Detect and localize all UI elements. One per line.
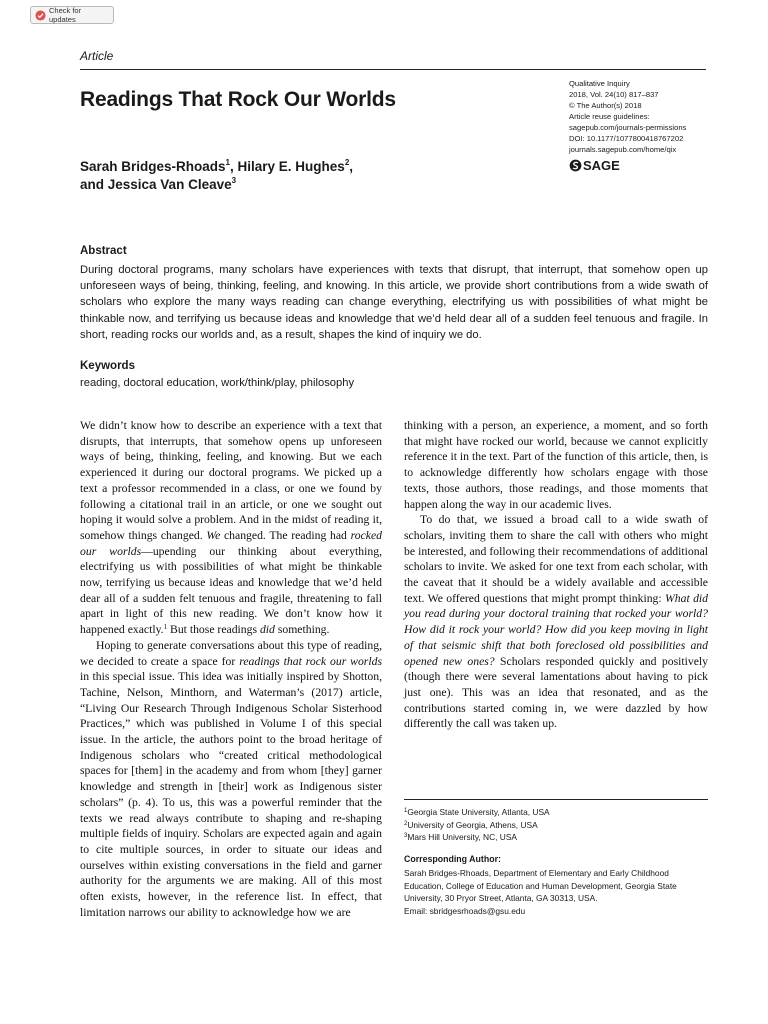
journal-doi[interactable]: DOI: 10.1177/1077800418767202 — [569, 134, 684, 143]
abstract-text: During doctoral programs, many scholars have experiences with texts that disrupt, that interrupt, that somehow open up unforeseen ways of being, thinking, feeling, and knowing. In this article, we provide short contributions from a wide swath of scholars who explore the many ways reading can change everything, electrifying us with possibilities of what might be thinkable now, and terrifying us because ideas and knowledge that we’d held dear all of a sudden feel tenuous and fragile. In short, reading rocks our worlds and, as a result, shapes the kind of inquiry we do. — [80, 264, 708, 341]
keywords-heading: Keywords — [80, 360, 135, 372]
p3-run-1: What did you read during your doctoral training that rocked your world? How did it rock your world? How did you keep moving in light of that seismic shift that both foreclosed old possibilities and opened new ones? — [404, 591, 709, 668]
sage-wordmark: SAGE — [583, 158, 620, 173]
p1-run-2: changed. The reading had — [220, 528, 351, 542]
journal-permissions-link[interactable]: sagepub.com/journals-permissions — [569, 123, 687, 132]
p2-run-2: in this special issue. This idea was initially inspired by Shotton, Tachine, Nelson, Minthorn, and Waterman’s (2017) article, “Living Our Research Through Indigenous Scholar Sisterhood Practices,” which was published in Volume I of this special issue. In the article, the authors point to the broad heritage of Indigenous scholars who “created critical methodological spaces for [them] in the academy and from whom [they] garner knowledge and strength in [their] work as Indigenous sister scholars” (p. 4). To us, this was a powerful reminder that the texts we read always contribute to shaping and re-shaping multiple fields of inquiry. Scholars are expected again and again to cite multiple sources, in order to situate our ideas and ourselves within existing conversations in the field and garner authority for the arguments we are making. All of this most often exists, however, in the reference list. In effect, that limitation narrows our ability to acknowledge how we are — [80, 670, 382, 919]
p1-run-5: 1 — [163, 623, 168, 632]
p1-run-3: rocked our worlds — [80, 528, 382, 558]
author-2: Hilary E. Hughes$^2$, — [237, 158, 354, 174]
author-list — [80, 158, 500, 194]
affiliation-3: $^3$Mars Hill University, NC, USA — [404, 832, 518, 843]
corresponding-author-heading: Corresponding Author: — [404, 854, 501, 864]
corresponding-line-1: Sarah Bridges-Rhoads, Department of Elementary and Early Childhood — [404, 868, 669, 878]
body-paragraph-3 — [404, 512, 708, 732]
journal-reuse-label: Article reuse guidelines: — [569, 112, 650, 121]
p2-run-0: Hoping to generate conversations about this type of reading, we decided to create a space for — [80, 638, 382, 668]
corresponding-author-details — [404, 867, 714, 917]
check-for-updates-label: Check for updates — [49, 6, 82, 24]
p2-run-1: readings that rock our worlds — [239, 654, 382, 668]
journal-copyright: © The Author(s) 2018 — [569, 101, 642, 110]
p1-run-1: We — [206, 528, 221, 542]
p3-run-0: To do that, we issued a broad call to a wide swath of scholars, inviting them to share the call with others who might be interested, and following their recommendations of additional scholars to invite. We asked for one text from each scholar, with the caveat that it should be a widely available and accessible text. We offered questions that might prompt thinking: — [404, 513, 708, 605]
p1-run-6: But those readings — [167, 623, 260, 637]
crossmark-icon — [35, 10, 46, 21]
corresponding-line-3: University, 30 Pryor Street, Atlanta, GA 30313, USA. — [404, 893, 598, 904]
author-1: Sarah Bridges-Rhoads$^1$, — [80, 158, 238, 174]
p1-run-8: something. — [274, 623, 330, 637]
p1-run-7: did — [259, 623, 275, 637]
footnote-rule — [404, 799, 708, 800]
body-column-right — [404, 418, 708, 732]
article-title: Readings That Rock Our Worlds — [80, 88, 396, 111]
journal-home-link[interactable]: journals.sagepub.com/home/qix — [569, 145, 677, 154]
p3-run-2: Scholars responded quickly and positively (though there were several lamentations about having to pick just one). This was an idea that resonated, and as the contributions started coming in, we were dazzled by how differently the call was taken up. — [404, 654, 708, 731]
p2b-run-0: thinking with a person, an experience, a moment, and so forth that might have rocked our world, because we cannot explicitly reference it in the text. Part of the function of this article, then, is to acknowledge differently how scholars engage with those texts, those authors, those readings, and those moments that happen along the way in our academic lives. — [404, 419, 708, 511]
affiliations — [404, 806, 708, 844]
affiliation-2: $^2$University of Georgia, Athens, USA — [404, 819, 538, 830]
corresponding-email[interactable]: Email: sbridgesrhoads@gsu.edu — [404, 905, 526, 916]
journal-info — [569, 78, 719, 155]
keywords-text: reading, doctoral education, work/think/play, philosophy — [80, 377, 355, 389]
body-paragraph-2 — [80, 638, 382, 921]
sage-swirl-icon — [569, 159, 582, 172]
author-3: and Jessica Van Cleave$^3$ — [80, 176, 237, 192]
body-column-left — [80, 418, 382, 921]
check-for-updates-button[interactable] — [30, 6, 114, 24]
header-rule — [80, 69, 706, 70]
body-paragraph-1 — [80, 418, 382, 638]
journal-name: Qualitative Inquiry — [569, 79, 630, 88]
journal-volume: 2018, Vol. 24(10) 817–837 — [569, 90, 659, 99]
sage-logo — [569, 158, 620, 173]
affiliation-1: $^1$Georgia State University, Atlanta, USA — [404, 807, 550, 817]
p1-run-0: We didn’t know how to describe an experience with a text that disrupts, that interrupts, that somehow opens up unforeseen ways of being, thinking, feeling, and knowing. But we each experienced it during our doctoral programs. We picked up a text a professor recommended in a class, or one we found by following a citational trail in an article, or one we sought out hoping it would solve a problem. And in the midst of reading it, somehow things changed. — [80, 419, 382, 542]
article-type-label: Article — [80, 49, 114, 63]
abstract-heading: Abstract — [80, 245, 127, 257]
body-paragraph-2-continued — [404, 418, 708, 512]
p1-run-4: —upending our thinking about everything, electrifying us with possibilities of what might be thinkable now, terrifying us because ideas and knowledge that we’d held dear all of a sudden felt tenuous and fragile, threatening to fall apart in light of this new reading. We don’t know how it happened exactly. — [80, 544, 382, 637]
corresponding-line-2: Education, College of Education and Human Development, Georgia State — [404, 880, 677, 891]
